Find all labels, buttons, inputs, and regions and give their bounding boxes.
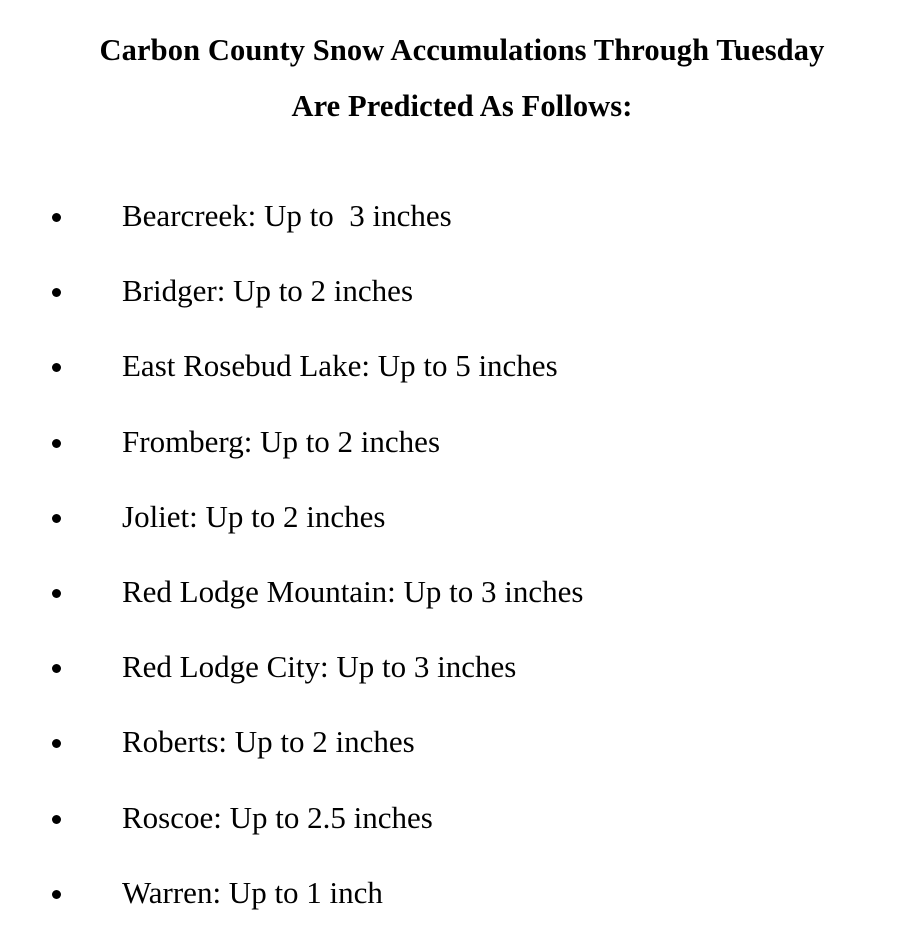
page-title <box>0 22 902 134</box>
list-item-text: Red Lodge City: Up to 3 inches <box>122 649 517 685</box>
bullet-icon <box>52 288 61 297</box>
list-item <box>0 561 902 636</box>
title-line-1: Carbon County Snow Accumulations Through Tuesday <box>99 33 825 67</box>
bullet-icon <box>52 514 61 523</box>
list-item <box>0 335 902 410</box>
list-item-text: Roscoe: Up to 2.5 inches <box>122 799 433 835</box>
bullet-icon <box>52 213 61 222</box>
title-line-2: Are Predicted As Follows: <box>291 89 633 123</box>
bullet-icon <box>52 890 61 899</box>
snow-accumulation-list <box>0 185 902 937</box>
list-item-text: Red Lodge Mountain: Up to 3 inches <box>122 573 584 609</box>
bullet-icon <box>52 363 61 372</box>
list-item <box>0 636 902 711</box>
list-item <box>0 711 902 786</box>
bullet-icon <box>52 664 61 673</box>
list-item <box>0 411 902 486</box>
bullet-icon <box>52 739 61 748</box>
list-item-text: Bearcreek: Up to 3 inches <box>122 198 452 233</box>
list-item-text: East Rosebud Lake: Up to 5 inches <box>122 348 558 384</box>
list-item-text: Joliet: Up to 2 inches <box>122 498 386 534</box>
list-item <box>0 260 902 335</box>
list-item-text: Bridger: Up to 2 inches <box>122 273 414 309</box>
bullet-icon <box>52 589 61 598</box>
bullet-icon <box>52 815 61 824</box>
list-item-text: Roberts: Up to 2 inches <box>122 724 415 760</box>
list-item <box>0 185 902 260</box>
bullet-icon <box>52 439 61 448</box>
list-item-text: Fromberg: Up to 2 inches <box>122 423 441 459</box>
list-item-text: Warren: Up to 1 inch <box>122 874 383 910</box>
list-item <box>0 486 902 561</box>
list-item <box>0 862 902 937</box>
list-item <box>0 787 902 862</box>
